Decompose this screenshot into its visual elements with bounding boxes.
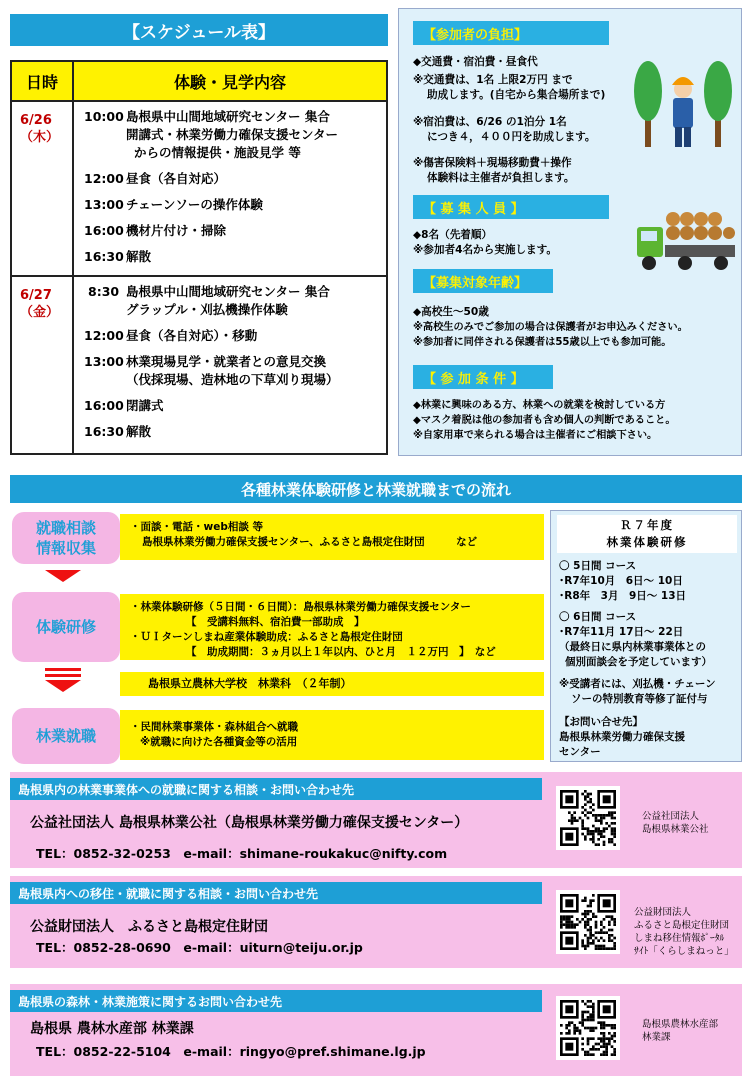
course-note: ソーの特別教育等修了証付与: [571, 693, 708, 705]
contact-heading: 島根県の森林・林業施策に関するお問い合わせ先: [10, 990, 542, 1012]
contact-tel[interactable]: TEL：0852-22-5104 e-mail：ringyo@pref.shimane.lg.jp: [36, 1044, 426, 1059]
log-truck-illustration: [635, 205, 739, 275]
flow-title: 各種林業体験研修と林業就職までの流れ: [10, 475, 742, 503]
flow-arrow-icon: [45, 570, 81, 582]
schedule-day-1: [12, 102, 386, 275]
age-line: ◆高校生～50歳: [413, 306, 489, 318]
burden-line: ※交通費は、1名 上限2万円 まで: [413, 74, 573, 86]
course-line: 〇 5日間 コース: [559, 560, 637, 572]
qr-org-label: 公益社団法人 島根県林業公社: [642, 811, 709, 835]
event-row: 16:00 機材片付け・掃除: [84, 223, 227, 238]
burden-line: ※宿泊費は、6/26 の1泊分 1名: [413, 116, 567, 128]
employment-detail: ・民間林業事業体・森林組合へ就職 ※就職に向けた各種資金等の活用: [120, 710, 544, 760]
course-inquiry: センター: [559, 746, 601, 758]
qr-org-label: 島根県農林水産部 林業課: [642, 1019, 719, 1043]
flow-bar: [45, 674, 81, 677]
event-row: 16:30 解散: [84, 424, 152, 439]
training-course-box: [550, 510, 742, 762]
recruit-heading: 【 募 集 人 員 】: [413, 195, 609, 219]
contact-tel[interactable]: TEL：0852-28-0690 e-mail：uiturn@teiju.or.jp: [36, 940, 363, 955]
event-row: 13:00 林業現場見学・就業者との意見交換 （伐採現場、造林地の下草刈り現場）: [84, 354, 339, 387]
contact-block-migration: [10, 876, 742, 968]
course-line: ･R8年 3月 9日～ 13日: [559, 590, 687, 602]
contact-block-forestry-policy: [10, 984, 742, 1076]
schedule-table: [10, 60, 388, 455]
schedule-header: [12, 62, 386, 102]
event-row: 16:00 閉講式: [84, 398, 164, 413]
course-line: 個別面談会を予定しています）: [565, 656, 712, 668]
recruit-line: ※参加者4名から実施します。: [413, 244, 557, 256]
contact-heading: 島根県内への移住・就職に関する相談・お問い合わせ先: [10, 882, 542, 904]
burden-line: 体験料は主催者が負担します。: [427, 172, 575, 184]
conditions-line: ◆マスク着脱は他の参加者も含め個人の判断であること。: [413, 415, 676, 426]
training-detail: ・林業体験研修（５日間・６日間）：島根県林業労働力確保支援センター 【 受講料無料、宿泊費一部助成 】 ・ＵＩターンしまね産業体験助成：ふるさと島根定住財団 【 助成期間：３ヵ月以上１年以内、ひと月 １２万円 】 など: [120, 594, 544, 660]
age-line: ※高校生のみでご参加の場合は保護者がお申込みください。: [413, 322, 688, 333]
qr-code-icon[interactable]: [556, 786, 620, 850]
step-consultation: 就職相談 情報収集: [12, 512, 120, 564]
contact-name: 公益社団法人 島根県林業公社（島根県林業労働力確保支援センター）: [30, 815, 469, 831]
event-row: 8:30 島根県中山間地域研究センター 集合 グラップル・刈払機操作体験: [88, 284, 330, 317]
step-training: 体験研修: [12, 592, 120, 662]
burden-heading: 【参加者の負担】: [413, 21, 609, 45]
school-detail: 島根県立農林大学校 林業科 （２年制）: [120, 672, 544, 696]
flow-bar: [45, 668, 81, 671]
event-row: 12:00 昼食（各自対応）: [84, 171, 227, 186]
day-date: 6/26 （木）: [12, 102, 74, 275]
forester-illustration: [633, 61, 733, 151]
course-inquiry: 島根県林業労働力確保支援: [559, 731, 685, 743]
conditions-line: ※自家用車で来られる場合は主催者にご相談下さい。: [413, 430, 658, 441]
course-line: （最終日に県内林業事業体との: [559, 641, 706, 653]
age-heading: 【募集対象年齢】: [413, 269, 553, 293]
qr-org-label: 公益財団法人 ふるさと島根定住財団 しまね移住情報ﾎﾟｰﾀﾙ ｻｲﾄ「くらしまねっと」: [634, 907, 734, 957]
flow-arrow-icon: [45, 680, 81, 692]
burden-line: につき４，４００円を助成します。: [427, 131, 596, 143]
age-line: ※参加者に同伴される保護者は55歳以上でも参加可能。: [413, 337, 672, 348]
contact-tel[interactable]: TEL：0852-32-0253 e-mail：shimane-roukakuc@nifty.com: [36, 846, 448, 861]
consultation-detail: ・面談・電話・web相談 等 島根県林業労働力確保支援センター、ふるさと島根定住財団 など: [120, 514, 544, 560]
course-note: ※受講者には、刈払機・チェーン: [559, 678, 716, 690]
burden-line: 助成します。(自宅から集合場所まで): [427, 89, 606, 101]
event-row: 13:00 チェーンソーの操作体験: [84, 197, 263, 212]
step-employment: 林業就職: [12, 708, 120, 764]
course-line: ･R7年11月 17日～ 22日: [559, 626, 684, 638]
contact-heading: 島根県内の林業事業体への就職に関する相談・お問い合わせ先: [10, 778, 542, 800]
burden-line: ※傷害保険料＋現場移動費＋操作: [413, 157, 572, 169]
contact-block-forestry-employment: [10, 772, 742, 868]
recruit-line: ◆8名（先着順）: [413, 229, 493, 241]
event-row: 10:00 島根県中山間地域研究センター 集合 開講式・林業労働力確保支援センター からの情報提供・施設見学 等: [84, 109, 339, 160]
training-course-title: Ｒ７年度 林業体験研修: [557, 515, 737, 553]
course-line: ･R7年10月 6日～ 10日: [559, 575, 683, 587]
course-inquiry: 【お問い合せ先】: [559, 716, 643, 728]
conditions-heading: 【 参 加 条 件 】: [413, 365, 553, 389]
schedule-day-2: [12, 275, 386, 453]
qr-code-icon[interactable]: [556, 996, 620, 1060]
contact-name: 島根県 農林水産部 林業課: [30, 1021, 194, 1037]
info-panel: [398, 8, 742, 456]
conditions-line: ◆林業に興味のある方、林業への就業を検討している方: [413, 400, 666, 411]
schedule-title: 【スケジュール表】: [10, 14, 388, 46]
day-date: 6/27 （金）: [12, 277, 74, 453]
burden-line: ◆交通費・宿泊費・昼食代: [413, 56, 538, 68]
qr-code-icon[interactable]: [556, 890, 620, 954]
course-line: 〇 6日間 コース: [559, 611, 637, 623]
event-row: 16:30 解散: [84, 249, 152, 264]
contact-name: 公益財団法人 ふるさと島根定住財団: [30, 919, 268, 935]
col-content-header: 体験・見学内容: [173, 72, 286, 92]
col-date-header: 日時: [12, 62, 74, 100]
event-row: 12:00 昼食（各自対応）・移動: [84, 328, 258, 343]
